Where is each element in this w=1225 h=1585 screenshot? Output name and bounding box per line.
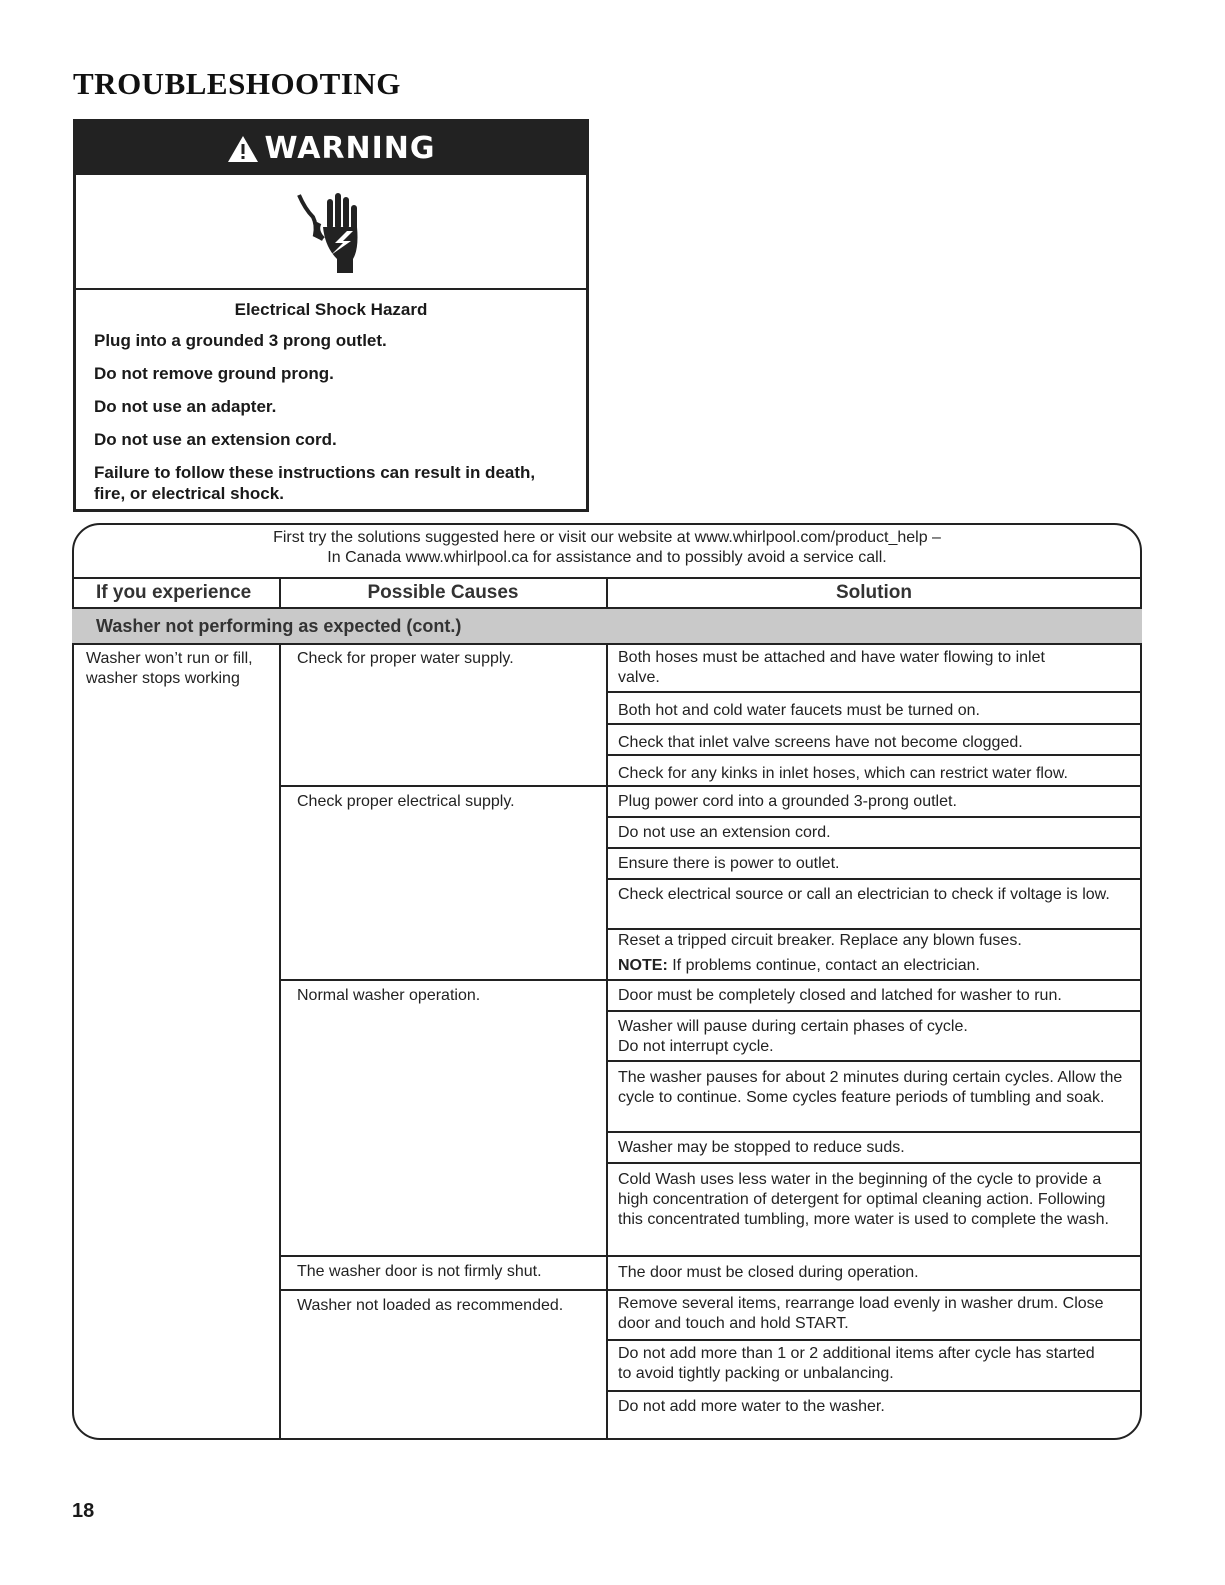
row-divider: [279, 1289, 1142, 1291]
intro-text: [72, 528, 1142, 568]
header-causes: Possible Causes: [367, 582, 519, 603]
row-divider: [606, 878, 1142, 880]
electric-shock-hand-icon: [291, 187, 371, 277]
row-divider: [279, 785, 1142, 787]
solution-cell: Do not interrupt cycle.: [618, 1038, 774, 1055]
intro-line-1: First try the solutions suggested here or visit our website at www.whirlpool.com/product_help –: [273, 529, 941, 546]
column-divider: [606, 645, 608, 1438]
warning-box: [73, 119, 589, 512]
cause-cell: The washer door is not firmly shut.: [297, 1263, 542, 1280]
warning-line: Plug into a grounded 3 prong outlet.: [94, 331, 387, 350]
row-divider: [606, 1162, 1142, 1164]
header-solution: Solution: [836, 582, 912, 603]
warning-line: Do not remove ground prong.: [94, 364, 334, 383]
solution-cell: Do not use an extension cord.: [618, 824, 831, 841]
warning-header-label: WARNING: [264, 131, 436, 166]
row-divider: [279, 1255, 1142, 1257]
solution-cell: Reset a tripped circuit breaker. Replace any blown fuses.: [618, 932, 1022, 949]
shock-hand-icon-area: [76, 175, 586, 290]
note-label: NOTE:: [618, 957, 668, 974]
row-divider: [606, 723, 1142, 725]
solution-cell: Check for any kinks in inlet hoses, which can restrict water flow.: [618, 765, 1068, 782]
cause-cell: Washer not loaded as recommended.: [297, 1297, 564, 1314]
page-title: TROUBLESHOOTING: [73, 66, 401, 101]
warning-line: Do not use an extension cord.: [94, 430, 337, 449]
column-divider: [606, 577, 608, 609]
column-divider: [279, 645, 281, 1438]
row-divider: [606, 1131, 1142, 1133]
warning-instructions: [94, 330, 586, 504]
row-divider: [606, 1060, 1142, 1062]
row-divider: [606, 691, 1142, 693]
warning-header: [76, 122, 586, 175]
column-divider: [279, 577, 281, 609]
experience-cell: Washer won’t run or fill, washer stops working: [86, 650, 253, 687]
row-divider: [606, 928, 1142, 930]
header-experience: If you experience: [96, 582, 252, 603]
note-text: If problems continue, contact an electrician.: [672, 957, 980, 974]
solution-cell: Door must be completely closed and latched for washer to run.: [618, 987, 1062, 1004]
solution-cell: Both hot and cold water faucets must be turned on.: [618, 702, 980, 719]
row-divider: [606, 754, 1142, 756]
solution-cell: Check electrical source or call an electrician to check if voltage is low.: [618, 886, 1110, 903]
cause-cell: Check proper electrical supply.: [297, 793, 515, 810]
page-number: 18: [72, 1500, 95, 1522]
solution-cell: Check that inlet valve screens have not become clogged.: [618, 734, 1023, 751]
row-divider: [279, 979, 1142, 981]
solution-cell: Remove several items, rearrange load evenly in washer drum. Close door and touch and hold START.: [618, 1295, 1104, 1332]
warning-line: Do not use an adapter.: [94, 397, 277, 416]
row-divider: [606, 816, 1142, 818]
row-divider: [606, 1010, 1142, 1012]
solution-cell: Both hoses must be attached and have water flowing to inlet valve.: [618, 649, 1045, 686]
solution-cell: The washer pauses for about 2 minutes during certain cycles. Allow the cycle to continue. Some cycles feature periods of tumbling and soak.: [618, 1069, 1123, 1106]
row-divider: [606, 1339, 1142, 1341]
solution-cell: Washer will pause during certain phases of cycle.: [618, 1018, 968, 1035]
warning-line: Failure to follow these instructions can result in death, fire, or electrical shock.: [94, 463, 536, 503]
solution-cell: Washer may be stopped to reduce suds.: [618, 1139, 905, 1156]
solution-cell: Do not add more water to the washer.: [618, 1398, 885, 1415]
hazard-title: Electrical Shock Hazard: [234, 300, 428, 319]
row-divider: [606, 847, 1142, 849]
intro-line-2: In Canada www.whirlpool.ca for assistance and to possibly avoid a service call.: [327, 549, 887, 566]
solution-cell: Do not add more than 1 or 2 additional items after cycle has started to avoid tightly packing or unbalancing.: [618, 1345, 1095, 1382]
solution-cell: Plug power cord into a grounded 3-prong outlet.: [618, 793, 957, 810]
solution-cell: The door must be closed during operation.: [618, 1264, 919, 1281]
warning-triangle-icon: [226, 134, 260, 164]
note-line: [618, 956, 1133, 976]
solution-cell: Ensure there is power to outlet.: [618, 855, 840, 872]
section-bar: Washer not performing as expected (cont.): [72, 609, 1142, 645]
cause-cell: Normal washer operation.: [297, 987, 481, 1004]
row-divider: [606, 1390, 1142, 1392]
solution-cell: Cold Wash uses less water in the beginning of the cycle to provide a high concentration of detergent for optimal cleaning action. Following this concentrated tumbling, more water is used to complete the wash.: [618, 1171, 1109, 1228]
cause-cell: Check for proper water supply.: [297, 650, 514, 667]
